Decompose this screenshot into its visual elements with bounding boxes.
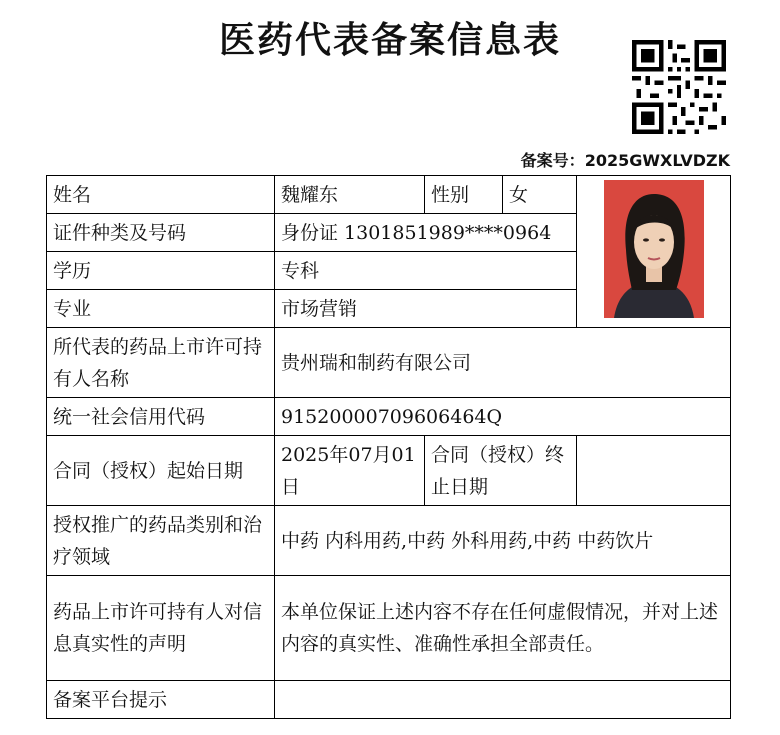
platform-label: 备案平台提示 bbox=[47, 681, 275, 719]
credit-code-label: 统一社会信用代码 bbox=[47, 398, 275, 436]
major-label: 专业 bbox=[47, 290, 275, 328]
declaration-value: 本单位保证上述内容不存在任何虚假情况，并对上述内容的真实性、准确性承担全部责任。 bbox=[275, 576, 731, 681]
start-date-label: 合同（授权）起始日期 bbox=[47, 436, 275, 506]
record-number-label: 备案号： bbox=[520, 151, 585, 170]
filing-info-table bbox=[46, 175, 731, 719]
major-value: 市场营销 bbox=[275, 290, 577, 328]
end-date-label: 合同（授权）终止日期 bbox=[425, 436, 577, 506]
start-date-value: 2025年07月01日 bbox=[275, 436, 425, 506]
name-value: 魏耀东 bbox=[275, 176, 425, 214]
gender-value: 女 bbox=[503, 176, 577, 214]
credit-code-value: 91520000709606464Q bbox=[275, 398, 731, 436]
education-label: 学历 bbox=[47, 252, 275, 290]
scope-value: 中药 内科用药,中药 外科用药,中药 中药饮片 bbox=[275, 506, 731, 576]
end-date-value bbox=[577, 436, 731, 506]
scope-label: 授权推广的药品类别和治疗领域 bbox=[47, 506, 275, 576]
qr-code-icon bbox=[632, 40, 726, 134]
id-label: 证件种类及号码 bbox=[47, 214, 275, 252]
record-number-value: 2025GWXLVDZK bbox=[584, 151, 730, 170]
holder-label: 所代表的药品上市许可持有人名称 bbox=[47, 328, 275, 398]
gender-label: 性别 bbox=[425, 176, 503, 214]
platform-value bbox=[275, 681, 731, 719]
portrait-photo bbox=[604, 180, 704, 318]
id-value: 身份证 1301851989****0964 bbox=[275, 214, 577, 252]
form-title: 医药代表备案信息表 bbox=[218, 20, 561, 61]
education-value: 专科 bbox=[275, 252, 577, 290]
name-label: 姓名 bbox=[47, 176, 275, 214]
photo-cell bbox=[577, 176, 731, 328]
declaration-label: 药品上市许可持有人对信息真实性的声明 bbox=[47, 576, 275, 681]
record-number bbox=[521, 148, 730, 171]
holder-value: 贵州瑞和制药有限公司 bbox=[275, 328, 731, 398]
